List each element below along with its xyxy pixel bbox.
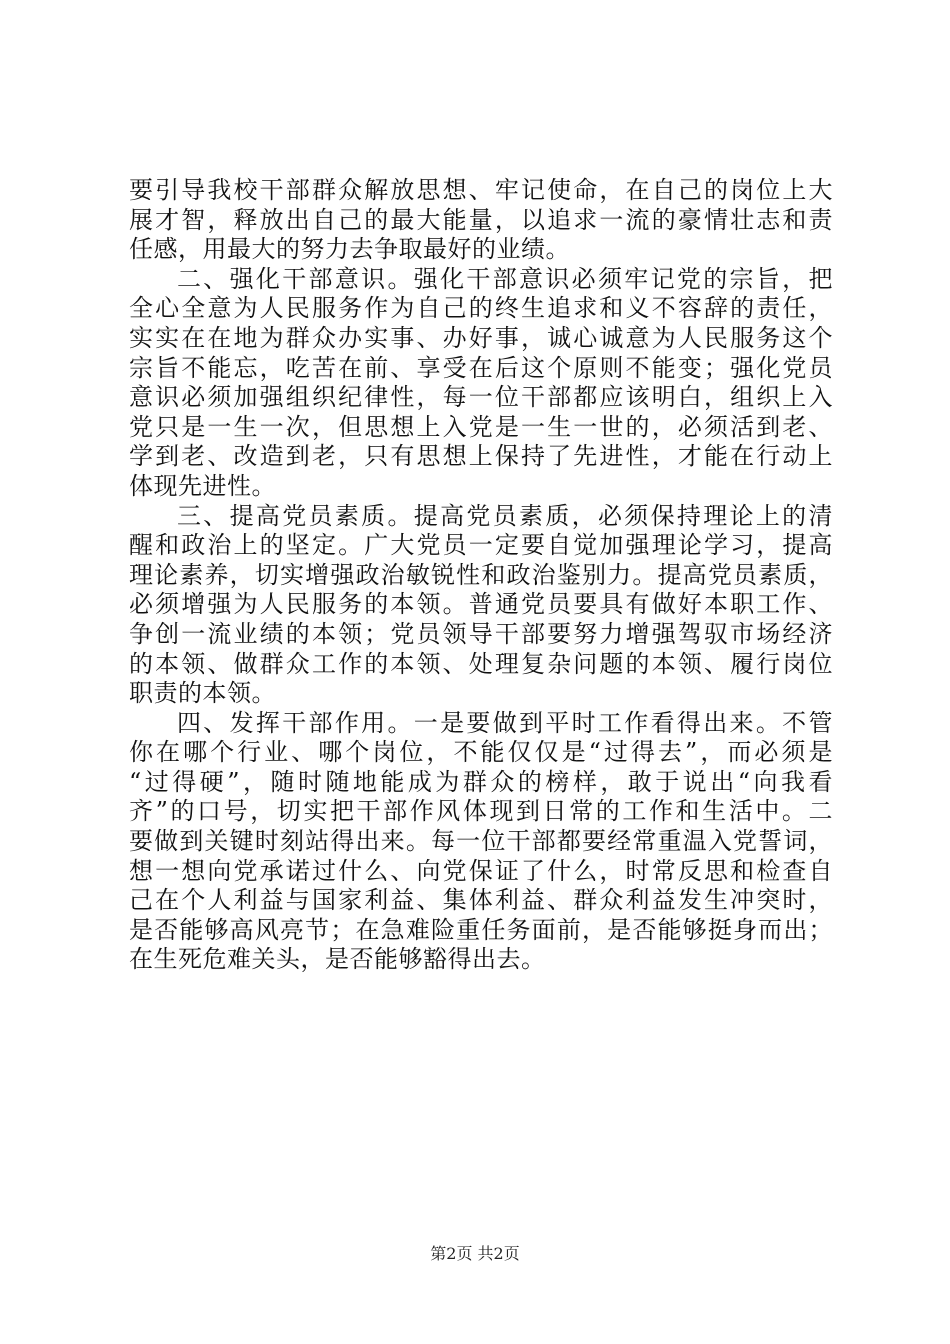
text-line: 醒和政治上的坚定。广大党员一定要自觉加强理论学习，提高 xyxy=(129,531,833,560)
text-line: 意识必须加强组织纪律性，每一位干部都应该明白，组织上入 xyxy=(129,383,833,412)
text-line: 齐”的口号，切实把干部作风体现到日常的工作和生活中。二 xyxy=(129,797,833,826)
text-line: 党只是一生一次，但思想上入党是一生一世的，必须活到老、 xyxy=(129,412,833,441)
text-line: “过得硬”，随时随地能成为群众的榜样，敢于说出“向我看 xyxy=(129,767,833,796)
text-line: 三、提高党员素质。提高党员素质，必须保持理论上的清 xyxy=(177,501,833,530)
text-line: 你在哪个行业、哪个岗位，不能仅仅是“过得去”，而必须是 xyxy=(129,738,833,767)
page-number-label: 第2页 共2页 xyxy=(430,1244,520,1263)
text-line: 学到老、改造到老，只有思想上保持了先进性，才能在行动上 xyxy=(129,442,833,471)
paragraph-1 xyxy=(129,176,833,265)
paragraph-4 xyxy=(129,709,833,975)
text-line: 在生死危难关头，是否能够豁得出去。 xyxy=(129,945,546,974)
text-line: 己在个人利益与国家利益、集体利益、群众利益发生冲突时， xyxy=(129,886,833,915)
text-line: 的本领、做群众工作的本领、处理复杂问题的本领、履行岗位 xyxy=(129,649,833,678)
paragraph-2 xyxy=(129,265,833,502)
text-line: 理论素养，切实增强政治敏锐性和政治鉴别力。提高党员素质， xyxy=(129,560,833,589)
text-line: 全心全意为人民服务作为自己的终生追求和义不容辞的责任， xyxy=(129,294,833,323)
text-line: 展才智，释放出自己的最大能量，以追求一流的豪情壮志和责 xyxy=(129,205,833,234)
document-body xyxy=(129,176,833,975)
text-line: 实实在在地为群众办实事、办好事，诚心诚意为人民服务这个 xyxy=(129,323,833,352)
text-line: 四、发挥干部作用。一是要做到平时工作看得出来。不管 xyxy=(177,708,833,737)
text-line: 要引导我校干部群众解放思想、牢记使命，在自己的岗位上大 xyxy=(129,176,833,204)
text-line: 宗旨不能忘，吃苦在前、享受在后这个原则不能变；强化党员 xyxy=(129,353,833,382)
text-line: 要做到关键时刻站得出来。每一位干部都要经常重温入党誓词， xyxy=(129,827,833,856)
paragraph-3 xyxy=(129,502,833,709)
text-line: 想一想向党承诺过什么、向党保证了什么，时常反思和检查自 xyxy=(129,856,833,885)
text-line: 必须增强为人民服务的本领。普通党员要具有做好本职工作、 xyxy=(129,590,833,619)
text-line: 体现先进性。 xyxy=(129,471,276,500)
text-line: 二、强化干部意识。强化干部意识必须牢记党的宗旨，把 xyxy=(177,264,833,293)
text-line: 争创一流业绩的本领；党员领导干部要努力增强驾驭市场经济 xyxy=(129,619,833,648)
text-line: 是否能够高风亮节；在急难险重任务面前，是否能够挺身而出； xyxy=(129,915,833,944)
text-line: 职责的本领。 xyxy=(129,679,276,708)
text-line: 任感，用最大的努力去争取最好的业绩。 xyxy=(129,235,570,264)
page-footer xyxy=(0,1243,950,1265)
